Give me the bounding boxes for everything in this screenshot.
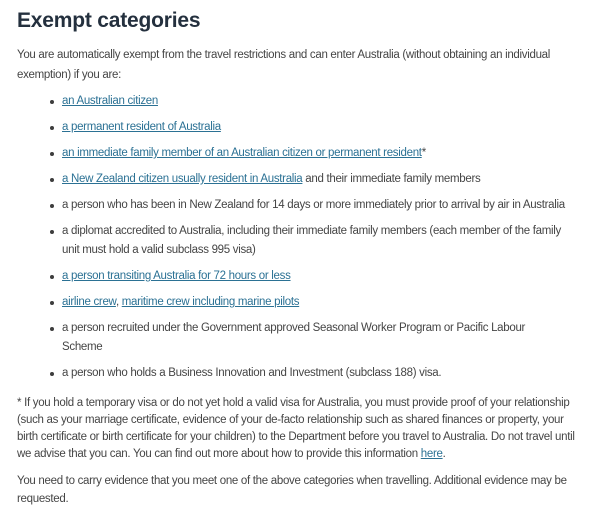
- list-item: [62, 364, 567, 383]
- list-item: [62, 293, 567, 312]
- list-item-link[interactable]: a person transiting Australia for 72 hours or less: [62, 270, 291, 282]
- list-item: [62, 319, 567, 357]
- list-item: [62, 267, 567, 286]
- list-item-text: and their immediate family members: [302, 173, 481, 185]
- list-item-link[interactable]: an Australian citizen: [62, 95, 158, 107]
- list-item: [62, 144, 567, 163]
- closing-paragraph: You need to carry evidence that you meet one of the above categories when travelling. Additional evidence may be requested.: [17, 475, 567, 505]
- list-item-link[interactable]: a New Zealand citizen usually resident in Australia: [62, 173, 303, 185]
- footnote-paragraph: [17, 395, 582, 463]
- list-item: [62, 170, 567, 189]
- list-item-link[interactable]: an immediate family member of an Australian citizen or permanent resident: [62, 147, 422, 159]
- list-item-link[interactable]: a permanent resident of Australia: [62, 121, 221, 133]
- list-item-text: a person who has been in New Zealand for 14 days or more immediately prior to arrival by air in Australia: [62, 199, 565, 211]
- list-item: [62, 196, 567, 215]
- intro-paragraph: You are automatically exempt from the travel restrictions and can enter Australia (without obtaining an individual exemption) if you are:: [17, 49, 551, 81]
- page-title: Exempt categories: [17, 9, 201, 32]
- list-item-text: a person recruited under the Government approved Seasonal Worker Program or Pacific Labour Scheme: [62, 322, 526, 353]
- list-item-text: *: [421, 147, 426, 159]
- footnote-text: * If you hold a temporary visa or do not yet hold a valid visa for Australia, you must provide proof of your relationship (such as your marriage certificate, evidence of your de-facto relationship such as shared finances or property, your birth certificate or birth certificate for your children) to the Department before you travel to Australia. Do not travel until we advise that you can. You can find out more about how to provide this information: [17, 397, 575, 460]
- list-item-text: a person who holds a Business Innovation and Investment (subclass 188) visa.: [62, 367, 442, 379]
- list-item: [62, 222, 567, 260]
- footnote-text: .: [442, 448, 446, 460]
- exempt-categories-list: [17, 92, 582, 383]
- footnote-link[interactable]: here: [420, 448, 443, 460]
- list-item: [62, 118, 567, 137]
- list-item-text: a diplomat accredited to Australia, including their immediate family members (each member of the family unit must hold a valid subclass 995 visa): [62, 225, 561, 256]
- list-item-link[interactable]: airline crew: [62, 296, 116, 308]
- list-item: [62, 92, 567, 111]
- list-item-link[interactable]: maritime crew including marine pilots: [121, 296, 300, 308]
- list-item-text: ,: [115, 296, 122, 308]
